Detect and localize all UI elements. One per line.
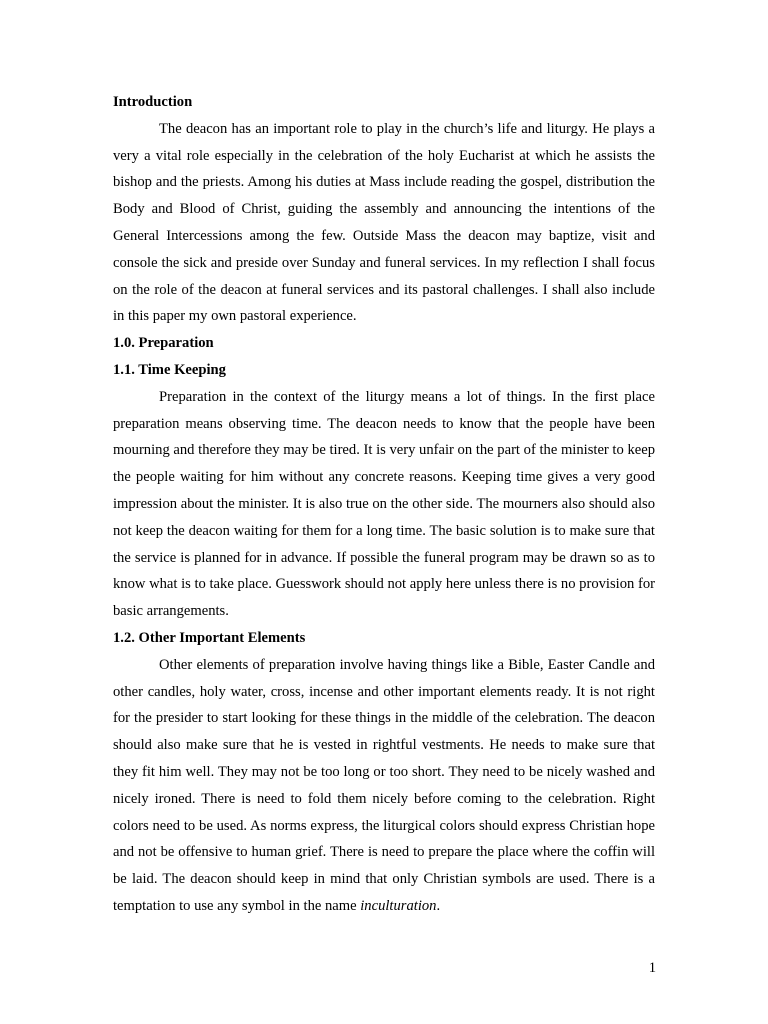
page-number: 1 (648, 960, 656, 976)
section-heading-other-elements: 1.2. Other Important Elements (113, 629, 306, 646)
section-heading-introduction: Introduction (113, 94, 193, 110)
section-heading-time-keeping: 1.1. Time Keeping (113, 361, 226, 378)
document-body (113, 89, 655, 920)
paragraph-introduction: The deacon has an important role to play in the church’s life and liturgy. He plays a very a vital role especially in the celebration of the holy Eucharist at which he assists the bishop and the priests. Among his duties at Mass include reading the gospel, distribution the Body and Blood of Christ, guiding the assembly and announcing the intentions of the General Intercessions among the few. Outside Mass the deacon may baptize, visit and console the sick and preside over Sunday and funeral services. In my reflection I shall focus on the role of the deacon at funeral services and its pastoral challenges. I shall also include in this paper my own pastoral experience. (113, 120, 655, 325)
paragraph-other-elements: Other elements of preparation involve having things like a Bible, Easter Candle and other candles, holy water, cross, incense and other important elements ready. It is not right for the presider to start looking for these things in the middle of the celebration. The deacon should also make sure that he is vested in rightful vestments. He needs to make sure that they fit him well. They may not be too long or too short. They need to be nicely washed and nicely ironed. There is need to fold them nicely before coming to the celebration. Right colors need to be used. As norms express, the liturgical colors should express Christian hope and not be offensive to human grief. There is need to prepare the place where the coffin will be laid. The deacon should keep in mind that only Christian symbols are used. There is a temptation to use any symbol in the name inculturation. (113, 656, 655, 914)
italic-term: inculturation (360, 897, 437, 914)
paragraph-time-keeping: Preparation in the context of the liturgy means a lot of things. In the first place preparation means observing time. The deacon needs to know that the people have been mourning and therefore they may be tired. It is very unfair on the part of the minister to keep the people waiting for him without any concrete reasons. Keeping time gives a very good impression about the minister. It is also true on the other side. The mourners also should also not keep the deacon waiting for them for a long time. The basic solution is to make sure that the service is planned for in advance. If possible the funeral program may be drawn so as to know what is to take place. Guesswork should not apply here unless there is no provision for basic arrangements. (113, 388, 655, 620)
section-heading-preparation: 1.0. Preparation (113, 335, 214, 352)
